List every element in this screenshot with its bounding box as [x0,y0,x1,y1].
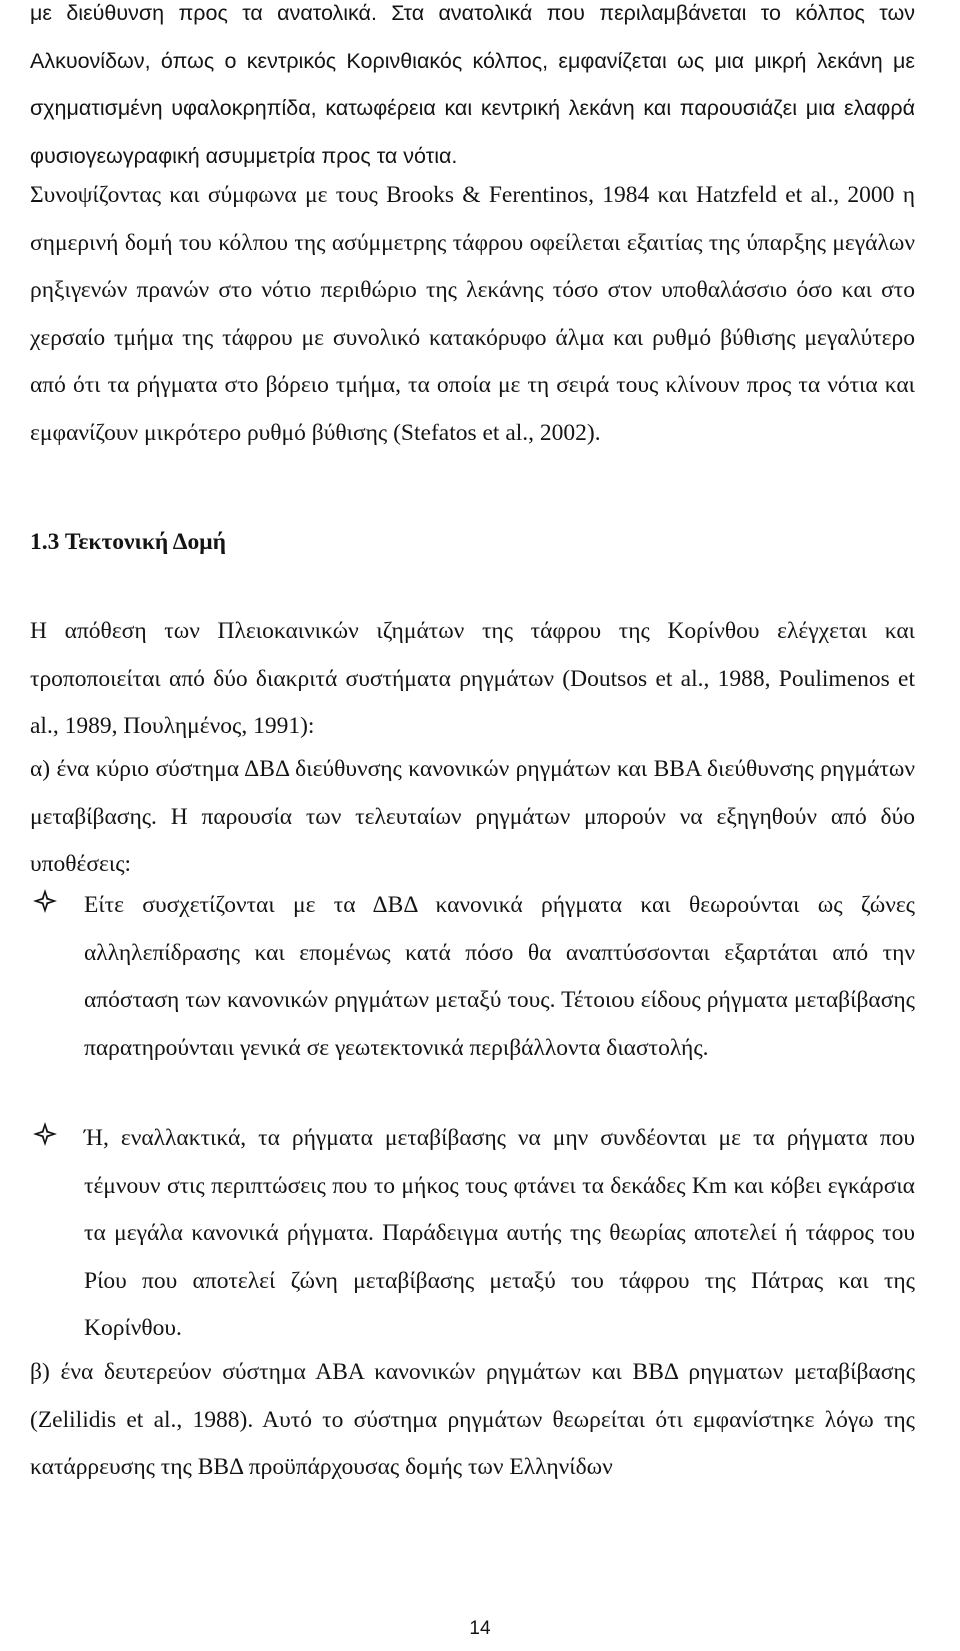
diamond-bullet-icon [32,888,58,914]
paragraph-secondary-system: β) ένα δευτερεύον σύστημα ΑΒΑ κανονικών ρηγμάτων και ΒΒΔ ρηγματων μεταβίβασης (Zelilidis et al., 1988). Αυτό το σύστημα ρηγμάτων θεωρείται ότι εμφανίστηκε λόγω της κατάρρευσης της ΒΒΔ προϋπάρχουσας δομής των Ελληνίδων [30,1359,915,1480]
bullet-item-2 [30,1115,915,1353]
section-heading: 1.3 Τεκτονική Δομή [30,529,226,555]
page-number: 14 [469,1618,491,1639]
bullet-item-1 [30,882,915,1072]
paragraph-deposition: Η απόθεση των Πλειοκαινικών ιζημάτων της τάφρου της Κορίνθου ελέγχεται και τροποποιείται από δύο διακριτά συστήματα ρηγμάτων (Doutsos et al., 1988, Poulimenos et al., 1989, Πουλημένος, 1991): [30,618,915,739]
paragraph-summary: Συνοψίζοντας και σύμφωνα με τους Brooks & Ferentinos, 1984 και Hatzfeld et al., 2000 η σημερινή δομή του κόλπου της ασύμμετρης τάφρου οφείλεται εξαιτίας της ύπαρξης μεγάλων ρηξιγενών πρανών στο νότιο περιθώριο της λεκάνης τόσο στον υποθαλάσσιο όσο και στο χερσαίο τμήμα της τάφρου με συνολικό κατακόρυφο άλμα και ρυθμό βύθισης μεγαλύτερο από ότι τα ρήγματα στο βόρειο τμήμα, τα οποία με τη σειρά τους κλίνουν προς τα νότια και εμφανίζουν μικρότερο ρυθμό βύθισης (Stefatos et al., 2002). [30,182,915,446]
diamond-bullet-icon [32,1121,58,1147]
bullet-text: Ή, εναλλακτικά, τα ρήγματα μεταβίβασης να μην συνδέονται με τα ρήγματα που τέμνουν στις περιπτώσεις που το μήκος τους φτάνει τα δεκάδες Km και κόβει εγκάρσια τα μεγάλα κανονικά ρήγματα. Παράδειγμα αυτής της θεωρίας αποτελεί ή τάφρος του Ρίου που αποτελεί ζώνη μεταβίβασης μεταξύ του τάφρου της Πάτρας και της Κορίνθου. [84,1125,915,1341]
paragraph-main-system: α) ένα κύριο σύστημα ΔΒΔ διεύθυνσης κανονικών ρηγμάτων και ΒΒΑ διεύθυνσης ρηγμάτων μεταβίβασης. Η παρουσία των τελευταίων ρηγμάτων μπορούν να εξηγηθούν από δύο υποθέσεις: [30,756,915,877]
bullet-text: Είτε συσχετίζονται με τα ΔΒΔ κανονικά ρήγματα και θεωρούνται ως ζώνες αλληλεπίδρασης και επομένως κατά πόσο θα αναπτύσσονται εξαρτάται από την απόσταση των κανονικών ρηγμάτων μεταξύ τους. Τέτοιου είδους ρήγματα μεταβίβασης παρατηρούνταιι γενικά σε γεωτεκτονικά περιβάλλοντα διαστολής. [84,892,915,1061]
paragraph-gulf-description: με διεύθυνση προς τα ανατολικά. Στα ανατολικά που περιλαμβάνεται το κόλπος των Αλκυονίδων, όπως ο κεντρικός Κορινθιακός κόλπος, εμφανίζεται ως μια μικρή λεκάνη με σχηματισμένη υφαλοκρηπίδα, κατωφέρεια και κεντρική λεκάνη και παρουσιάζει μια ελαφρά φυσιογεωγραφική ασυμμετρία προς τα νότια. [30,1,915,168]
